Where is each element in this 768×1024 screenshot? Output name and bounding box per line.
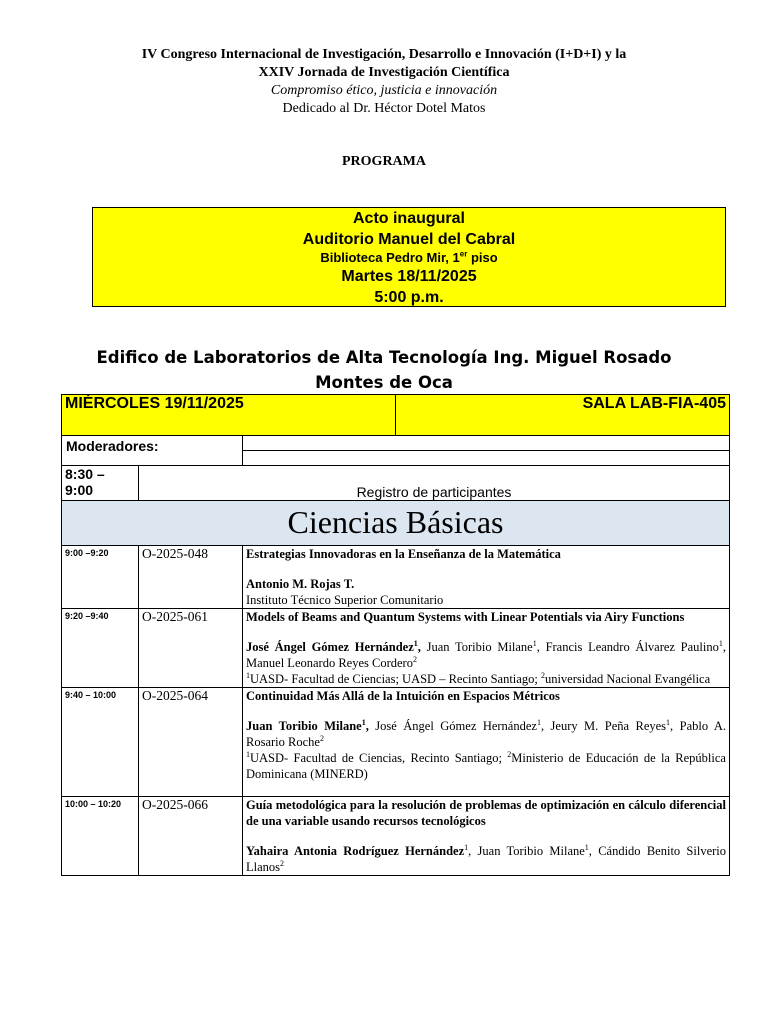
inaugural-location-suffix: piso	[467, 250, 498, 265]
co-author: Jeury M. Peña Reyes	[550, 719, 667, 733]
session-row	[62, 688, 730, 797]
session-affiliation: $^1$UASD- Facultad de Ciencias, Recinto Santiago; $^2$Ministerio de Educación de la República Dominicana (MINERD)	[246, 749, 726, 781]
program-table	[61, 394, 730, 876]
co-author: Pablo A. Rosario Roche	[246, 719, 727, 749]
inaugural-location-text: Biblioteca Pedro Mir, 1	[320, 250, 460, 265]
session-title: Models of Beams and Quantum Systems with Linear Potentials via Airy Functions	[246, 610, 685, 624]
session-affiliation: Instituto Técnico Superior Comunitario	[246, 593, 444, 607]
session-details	[243, 688, 730, 797]
session-title: Estrategias Innovadoras en la Enseñanza de la Matemática	[246, 547, 561, 561]
session-authors: José Ángel Gómez Hernández$^1$, Juan Toribio Milane$^1$, Francis Leandro Álvarez Paulino$^1$, Manuel Leonardo Reyes Cordero$^2$	[246, 638, 726, 670]
session-code: O-2025-061	[139, 609, 243, 688]
registration-text: Registro de participantes	[139, 466, 730, 501]
session-details	[243, 546, 730, 609]
session-code: O-2025-064	[139, 688, 243, 797]
document-header	[0, 46, 768, 118]
session-code: O-2025-066	[139, 797, 243, 876]
session-details	[243, 609, 730, 688]
session-row	[62, 797, 730, 876]
session-details	[243, 797, 730, 876]
inaugural-time: 5:00 p.m.	[374, 289, 444, 306]
day-row	[62, 395, 730, 436]
session-authors: Yahaira Antonia Rodríguez Hernández$^1$, Juan Toribio Milane$^1$, Cándido Benito Silverio Llanos$^2$	[246, 842, 727, 874]
affiliation-1: UASD- Facultad de Ciencias, Recinto Santiago;	[250, 751, 508, 765]
section-title: Ciencias Básicas	[62, 501, 730, 546]
moderator-slot-2	[243, 451, 730, 466]
moderator-slot-1	[243, 436, 730, 451]
day-label: MIÉRCOLES 19/11/2025	[62, 395, 396, 436]
co-author: Juan Toribio Milane	[426, 640, 533, 654]
session-title: Guía metodológica para la resolución de problemas de optimización en cálculo diferencial de una variable usando recursos tecnológicos	[246, 798, 726, 828]
inaugural-date: Martes 18/11/2025	[341, 268, 477, 285]
programa-heading: PROGRAMA	[342, 154, 426, 169]
co-author: Manuel Leonardo Reyes Cordero	[246, 656, 413, 670]
lead-author: Juan Toribio Milane	[246, 719, 362, 733]
congress-dedication: Dedicado al Dr. Héctor Dotel Matos	[282, 101, 486, 116]
lead-author: José Ángel Gómez Hernández	[246, 640, 414, 654]
affiliation-2: universidad Nacional Evangélica	[544, 672, 711, 686]
session-time: 10:00 – 10:20	[62, 797, 139, 876]
registration-time: 8:30 – 9:00	[62, 466, 139, 501]
building-line2: Montes de Oca	[315, 373, 453, 392]
congress-motto: Compromiso ético, justicia e innovación	[270, 83, 498, 98]
co-author: José Ángel Gómez Hernández	[375, 719, 537, 733]
building-title	[0, 345, 768, 395]
session-time: 9:40 – 10:00	[62, 688, 139, 797]
inaugural-location	[93, 250, 725, 266]
co-author: Juan Toribio Milane	[477, 844, 585, 858]
affiliation-2: Ministerio de Educación de la República Dominicana (MINERD)	[246, 751, 726, 781]
inaugural-box	[92, 207, 726, 307]
session-row	[62, 546, 730, 609]
session-time: 9:20 –9:40	[62, 609, 139, 688]
co-author: Cándido Benito Silverio Llanos	[246, 844, 727, 874]
session-title: Continuidad Más Allá de la Intuición en Espacios Métricos	[246, 689, 560, 703]
affiliation-1: UASD- Facultad de Ciencias; UASD – Recinto Santiago;	[250, 672, 541, 686]
registration-row	[62, 466, 730, 501]
lead-author: Antonio M. Rojas T.	[246, 577, 355, 591]
inaugural-location-sup: er	[459, 249, 468, 259]
lead-author: Yahaira Antonia Rodríguez Hernández	[246, 844, 465, 858]
section-row	[62, 501, 730, 546]
inaugural-venue: Auditorio Manuel del Cabral	[302, 231, 516, 248]
congress-title-line2: XXIV Jornada de Investigación Científica	[258, 65, 510, 80]
session-time: 9:00 –9:20	[62, 546, 139, 609]
co-author: Francis Leandro Álvarez Paulino	[545, 640, 719, 654]
session-authors	[246, 576, 726, 592]
session-code: O-2025-048	[139, 546, 243, 609]
congress-title-line1: IV Congreso Internacional de Investigación, Desarrollo e Innovación (I+D+I) y la	[141, 47, 627, 62]
moderators-label: Moderadores:	[62, 436, 243, 466]
session-authors: Juan Toribio Milane$^1$, José Ángel Gómez Hernández$^1$, Jeury M. Peña Reyes$^1$, Pablo A. Rosario Roche$^2$	[246, 717, 727, 749]
inaugural-title: Acto inaugural	[352, 210, 465, 227]
moderators-row	[62, 436, 730, 451]
session-affiliation: $^1$UASD- Facultad de Ciencias; UASD – Recinto Santiago; $^2$universidad Nacional Evangélica	[246, 670, 711, 686]
building-line1: Edifico de Laboratorios de Alta Tecnología Ing. Miguel Rosado	[96, 348, 672, 367]
room-label: SALA LAB-FIA-405	[396, 395, 730, 436]
session-row	[62, 609, 730, 688]
